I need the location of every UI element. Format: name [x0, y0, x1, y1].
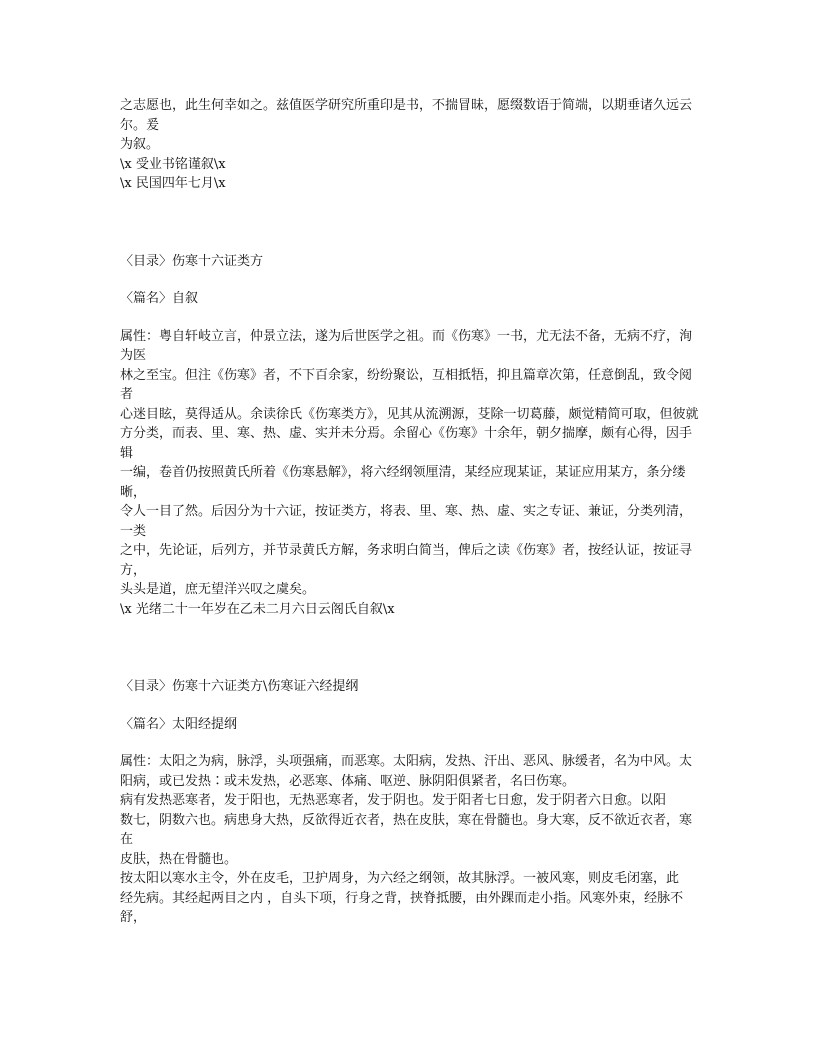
- date-line: \x 民国四年七月\x: [120, 176, 226, 191]
- toc-heading: 〈目录〉伤寒十六证类方: [120, 253, 264, 269]
- chapter-title: 〈篇名〉自叙: [120, 291, 199, 306]
- text-line: 属性：太阳之为病，脉浮，头项强痛，而恶寒。太阳病，发热、汗出、恶风、脉缓者，名为中风。太: [120, 754, 693, 769]
- signature-line: \x 受业书铭谨叙\x: [120, 156, 226, 172]
- signature-line: \x 光绪二十一年岁在乙未二月六日云阁氏自叙\x: [120, 601, 395, 617]
- text-line: 头头是道，庶无望洋兴叹之虞矣。: [120, 582, 316, 597]
- text-line: 阳病，或已发热∶或未发热，必恶寒、体痛、呕逆、脉阴阳俱紧者，名曰伤寒。: [120, 773, 576, 789]
- text-line: 心迷目眩，莫得适从。余读徐氏《伤寒类方》，见其从流溯源，芟除一切葛藤，颇觉精简可取，但彼就: [120, 406, 699, 422]
- text-line: 一编，卷首仍按照黄氏所着《伤寒悬解》，将六经纲领厘清，某经应现某证，某证应用某方，条分缕晰，: [120, 465, 686, 500]
- document-page: [120, 96, 704, 928]
- text-line: 为叙。: [120, 137, 160, 152]
- text-line: 令人一目了然。后因分为十六证，按证类方，将表、里、寒、热、虚、实之专证、兼证，分类列清，一类: [120, 504, 693, 539]
- text-line: 之志愿也，此生何幸如之。兹值医学研究所重印是书，不揣冒昧，愿缀数语于简端，以期垂诸久远云尔。爰: [120, 98, 693, 133]
- text-line: 之中，先论证，后列方，并节录黄氏方解，务求明白简当，俾后之读《伤寒》者，按经认证，按证寻方，: [120, 543, 693, 578]
- text-line: 按太阳以寒水主令，外在皮毛，卫护周身，为六经之纲领，故其脉浮。一被风寒，则皮毛闭塞，此: [120, 871, 680, 886]
- text-line: 经先病。其经起两目之内 ，自头下项，行身之背，挟脊抵腰，由外踝而走小指。风寒外束，经脉不舒，: [120, 890, 684, 925]
- text-line: 病有发热恶寒者，发于阳也，无热恶寒者，发于阴也。发于阳者七日愈，发于阴者六日愈。以阳: [120, 793, 667, 808]
- chapter-title: 〈篇名〉太阳经提纲: [120, 716, 238, 732]
- section-self-preface: [120, 252, 704, 620]
- text-line: 林之至宝。但注《伤寒》者，不下百余家，纷纷聚讼，互相抵牾，抑且篇章次第，任意倒乱，致令阅者: [120, 367, 693, 402]
- text-line: 属性：粤自轩岐立言，仲景立法，遂为后世医学之祖。而《伤寒》一书，尤无法不备，无病不疗，洵为医: [120, 328, 693, 363]
- text-line: 数七，阴数六也。病患身大热，反欲得近衣者，热在皮肤，寒在骨髓也。身大寒，反不欲近衣者，寒在: [120, 812, 693, 847]
- text-line: 皮肤，热在骨髓也。: [120, 851, 238, 867]
- toc-heading: 〈目录〉伤寒十六证类方\伤寒证六经提纲: [120, 679, 359, 694]
- text-line: 方分类，而表、里、寒、热、虚、实并未分焉。余留心《伤寒》十余年，朝夕揣摩，颇有心得，因手辑: [120, 426, 693, 461]
- preface-end: [120, 96, 704, 194]
- section-taiyang: [120, 677, 704, 928]
